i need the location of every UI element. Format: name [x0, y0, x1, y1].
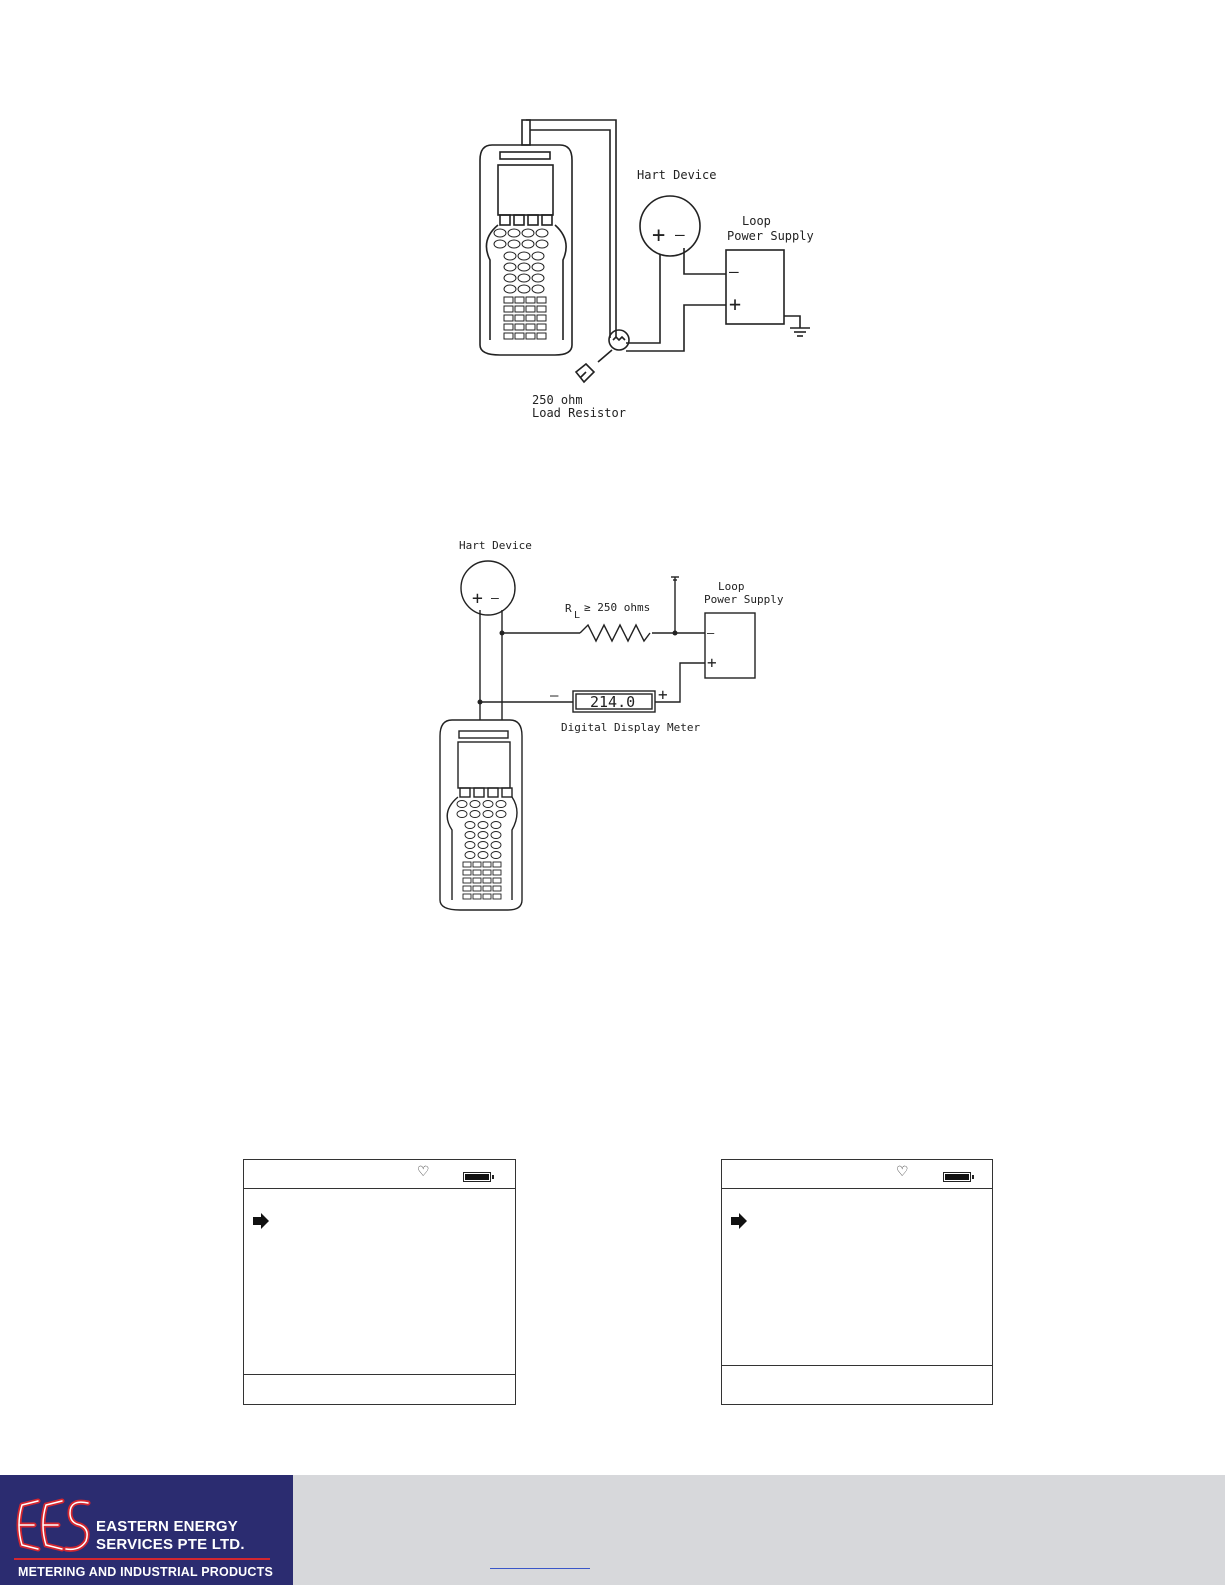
- keypad-2: [457, 801, 506, 900]
- resistor-label-line1: 250 ohm: [532, 393, 583, 407]
- meter-plus: +: [658, 685, 668, 704]
- meter-minus: —: [550, 688, 559, 704]
- heart-icon: ♡: [896, 1164, 909, 1180]
- ground-symbol: [784, 316, 810, 336]
- supply-minus-2: —: [707, 626, 715, 640]
- load-label-r: R: [565, 602, 572, 615]
- supply-label-line1: Loop: [742, 214, 771, 228]
- lcd-screen-right: [721, 1159, 993, 1405]
- company-name-line1: EASTERN ENERGY: [96, 1518, 238, 1535]
- load-label-sub: L: [574, 610, 581, 621]
- load-label-rest: ≥ 250 ohms: [584, 601, 651, 614]
- company-tagline: METERING AND INDUSTRIAL PRODUCTS: [18, 1565, 274, 1579]
- lcd-bottom-rule: [722, 1365, 992, 1366]
- battery-icon: [943, 1172, 971, 1182]
- hart-plus-2: +: [472, 588, 483, 609]
- supply-plus-2: +: [707, 653, 717, 672]
- load-resistor-terminal: [576, 330, 629, 382]
- supply-label-line1-2: Loop: [718, 580, 745, 593]
- supply-plus: +: [729, 292, 742, 316]
- hart-device-label: Hart Device: [637, 168, 717, 182]
- footer-link-underline[interactable]: [490, 1568, 590, 1569]
- footer: [0, 1475, 1225, 1585]
- wiring-diagram-resistor: [0, 0, 1225, 440]
- load-resistor-zigzag: [580, 625, 650, 641]
- supply-label-line2-2: Power Supply: [704, 593, 784, 606]
- hart-minus: —: [675, 225, 685, 244]
- resistor-label-line2: Load Resistor: [532, 406, 626, 420]
- supply-label-line2: Power Supply: [727, 229, 814, 243]
- hart-minus-2: —: [491, 591, 499, 606]
- brand-accent-rule: [14, 1558, 270, 1560]
- battery-icon: [463, 1172, 491, 1182]
- hart-device-circle-2: [461, 561, 515, 615]
- arrow-right-icon: [730, 1212, 748, 1230]
- hart-plus: +: [652, 223, 666, 248]
- meter-label: Digital Display Meter: [561, 721, 701, 734]
- footer-brand-panel: [0, 1475, 293, 1585]
- arrow-right-icon: [252, 1212, 270, 1230]
- lcd-bottom-rule: [244, 1374, 515, 1375]
- footer-info-panel: [293, 1475, 1225, 1585]
- lcd-status-bar: [244, 1160, 515, 1189]
- ees-logo: [16, 1495, 94, 1555]
- company-name-line2: SERVICES PTE LTD.: [96, 1536, 245, 1553]
- hart-device-circle: [640, 196, 700, 256]
- keypad: [494, 229, 548, 339]
- lcd-screen-left: [243, 1159, 516, 1405]
- lcd-status-bar: [722, 1160, 992, 1189]
- supply-minus: —: [729, 262, 739, 281]
- loop-wiring: [626, 248, 726, 351]
- hart-device-label-2: Hart Device: [459, 539, 532, 552]
- meter-reading: 214.0: [590, 693, 636, 711]
- wiring-diagram-meter: [0, 520, 1225, 920]
- heart-icon: ♡: [417, 1164, 430, 1180]
